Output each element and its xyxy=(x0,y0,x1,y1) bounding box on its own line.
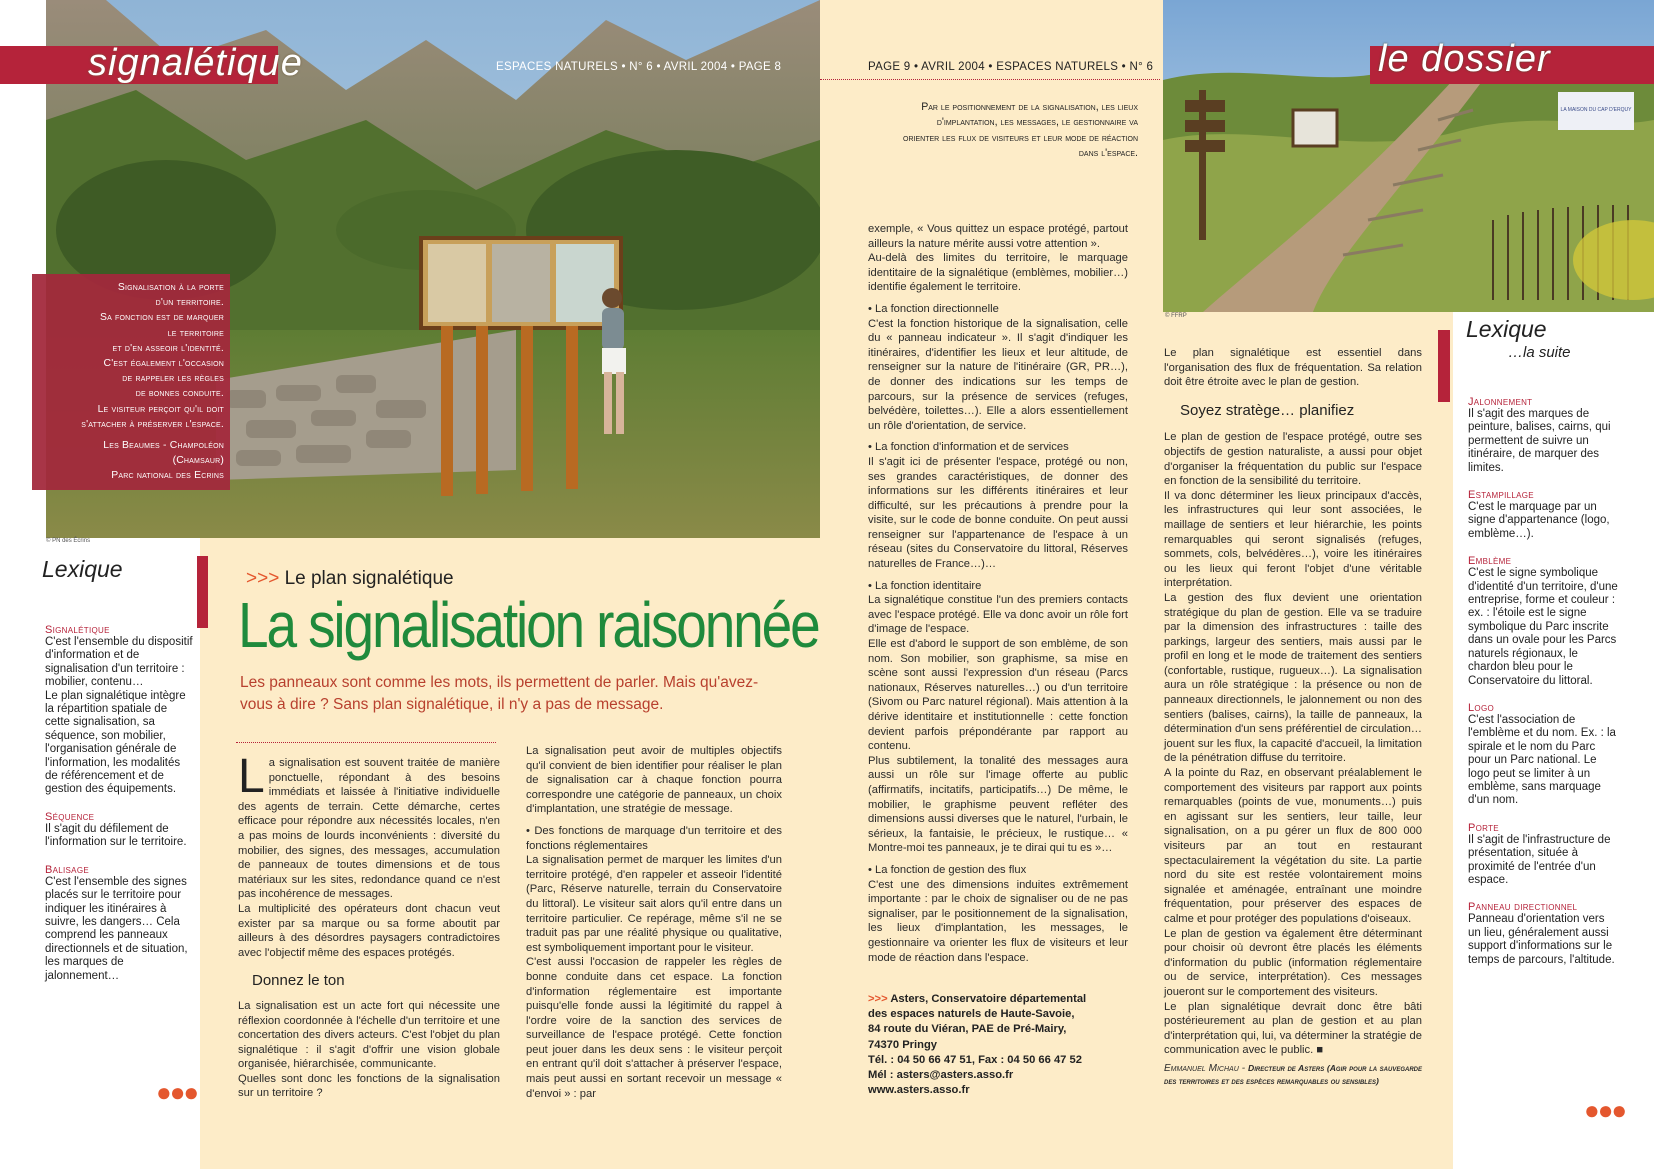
col3-paragraph: Elle est d'abord le support de son emblème, de son nom. Son mobilier, son graphisme, sa mise en scène sont aussi l'expression d'un réseau (Parcs nationaux, Réserves naturelles…) ou d'un territoire (Sivom ou Parc naturel régional). Mais attention à la dérive identitaire et institutionnelle : cette fonction devient parfois prépondérante par rapport au contenu. xyxy=(868,638,1128,753)
caption-line: s'attacher à préserver l'espace. xyxy=(81,418,224,430)
header-left-folio: ESPACES NATURELS • N° 6 • AVRIL 2004 • PAGE 8 xyxy=(496,61,782,73)
lexique-right-title: Lexique xyxy=(1466,316,1547,342)
col4-subheading: Soyez stratège… planifiez xyxy=(1180,401,1355,419)
lexique-def: C'est l'ensemble du dispositif d'information et de signalisation d'un territoire : mobilier, contenu… Le plan signalétique intègre la répartition spatiale de cette signalisation, sa séquence, son mobilier, l'organisation générale de l'information, les modalités de référencement et de gestion des équipements. xyxy=(45,636,193,796)
article-title: La signalisation raisonnée xyxy=(238,589,819,661)
lexique-term: Séquence xyxy=(45,810,95,823)
col4-paragraph: Le plan signalétique est essentiel dans l'organisation des flux de fréquentation. Sa relation doit être étroite avec le plan de gestion. xyxy=(1164,347,1422,389)
col4-paragraph: Le plan de gestion va également être déterminant pour choisir où devront être placés les éléments d'information du public (information réglementaire ou de service, interprétation). Ces messages joueront sur le comportement des visiteurs. xyxy=(1164,927,1422,998)
col3-paragraph: C'est la fonction historique de la signalisation, celle du « panneau indicateur ». Il s'agit d'indiquer les itinéraires, d'identifier les lieux et leur altitude, de renseigner sur la nature de l'itinéraire (GR, PR…), de donner des indications sur les temps de parcours, sur la présence de services (refuges, belvédère, toilettes…). Elle a alors essentiellement un rôle d'orientation, de service. xyxy=(868,317,1128,432)
caption-line: et d'en asseoir l'identité. xyxy=(112,342,224,354)
left-photo-caption xyxy=(36,280,224,484)
col4-paragraph: Le plan signalétique devrait donc être bâti postérieurement au plan de gestion et au plan d'interprétation qui, lui, va déterminer la stratégie de communication avec le public. xyxy=(1164,1000,1422,1057)
col1-paragraph: Quelles sont donc les fonctions de la signalisation sur un territoire ? xyxy=(238,1072,500,1100)
col4-paragraph: Il va donc déterminer les lieux principaux d'accès, les infrastructures qui leur sont associées, le maillage de sentiers et leur hiérarchie, les points remarquables qui seront signalisés (refuges, sommets, cols, belvédères…), voire les itinéraires ou les lieux qui feront l'objet d'une véritable interprétation. xyxy=(1164,489,1422,590)
lexique-def: C'est le marquage par un signe d'appartenance (logo, emblème…). xyxy=(1468,501,1610,540)
author-credit xyxy=(1164,1062,1422,1088)
lexique-def: C'est le signe symbolique d'identité d'un territoire, d'une entreprise, forme et couleur : ex. : l'étoile est le signe symbolique du Parc inscrite dans un ovale pour les Parcs naturels régionaux, le chardon bleu pour le Conservatoire du littoral. xyxy=(1468,567,1618,687)
contact-line: des espaces naturels de Haute-Savoie, xyxy=(868,1008,1075,1021)
contact-line: www.asters.asso.fr xyxy=(868,1084,970,1097)
col3-heading: • La fonction de gestion des flux xyxy=(868,863,1027,876)
caption-line: Sa fonction est de marquer xyxy=(99,312,224,324)
lexique-left-title: Lexique xyxy=(42,556,123,582)
page9-intro: Par le positionnement de la signalisation, les lieux d'implantation, les messages, le gestionnaire va orienter les flux de visiteurs et leur mode de réaction dans l'espace. xyxy=(903,101,1138,160)
caption-line: (Chamsaur) xyxy=(172,455,224,467)
lexique-def: C'est l'ensemble des signes placés sur le territoire pour indiquer les itinéraires à suivre, les dangers… Cela comprend les panneaux directionnels et de situation, les marques de jalonnement… xyxy=(45,875,188,982)
caption-line: Le visiteur perçoit qu'il doit xyxy=(97,403,224,415)
right-photo-credit: © FFRP xyxy=(1165,313,1187,319)
col4-paragraph: La gestion des flux devient une orientation stratégique du plan de gestion. Elle va se traduire par la dimension des infrastructures : taille des parkings, largeur des sentiers, mais aussi par le profil en long et le mode de traitement des sentiers (confortable, rustique, rugueux…). La signalisation aura un rôle stratégique : la présence ou non de panneaux directionnels, le jalonnement ou non des sentiers (balises, cairns), la taille de panneaux, la détermination d'un sens préférentiel de circulation… jouent sur les flux, la capacité d'accueil, la limitation de la pénétration diffuse du territoire. xyxy=(1164,591,1422,765)
kicker-arrows: >>> xyxy=(246,568,280,589)
contact-block xyxy=(868,992,1138,1098)
header-right-folio: PAGE 9 • AVRIL 2004 • ESPACES NATURELS • N° 6 xyxy=(868,61,1154,73)
continue-dots-left: ●●● xyxy=(156,1077,198,1107)
lexique-right-entries xyxy=(1468,396,1618,981)
col4-paragraph: A la pointe du Raz, en observant préalablement le comportement des visiteurs par rapport aux points remarquables (points de vue, monuments…) puis en agissant sur les sentiers, leur taille, leur signalisation, on a pu gérer un flux de 800 000 visiteurs par an tout en restaurant spectaculairement la végétation du site. La partie nord du site est restée volontairement moins signalée et aménagée, entraînant une moindre fréquentation, pour préserver des espaces de calme et pour protéger des populations d'oiseaux. xyxy=(1164,767,1422,925)
lexique-left-entries xyxy=(45,624,193,997)
continue-dots-right: ●●● xyxy=(1584,1095,1626,1125)
contact-line: Asters, Conservatoire départemental xyxy=(890,993,1087,1005)
lexique-term: Signalétique xyxy=(45,624,110,636)
contact-line: Tél. : 04 50 66 47 51, Fax : 04 50 66 47 52 xyxy=(868,1053,1082,1066)
col1-subheading: Donnez le ton xyxy=(252,972,345,990)
right-photo-sign-text: LA MAISON DU CAP D'ERQUY xyxy=(1560,107,1632,113)
lexique-def: Panneau d'orientation vers un lieu, généralement aussi support d'informations sur le temps de parcours, l'altitude. xyxy=(1468,913,1615,966)
col3-paragraph: Il s'agit ici de présenter l'espace, protégé ou non, ses grandes caractéristiques, de donner des informations sur les différents itinéraires et leur difficulté, sur les précautions à prendre pour la visite, sur le code de bonne conduite. On peut aussi renseigner sur l'appartenance de l'espace à un réseau (sites du Conservatoire du littoral, Réserves naturelles de France…)… xyxy=(868,455,1128,571)
col2-paragraph: La signalisation permet de marquer les limites d'un territoire protégé, d'en rappeler et asseoir l'identité (Parc, Réserve naturelle, terrain du Conservatoire du littoral). Le visiteur sait alors qu'il entre dans un territoire particulier. Ce repérage, même s'il ne se traduit pas par une réalité physique ou qualitative, est symboliquement important pour le visiteur. xyxy=(526,854,782,954)
caption-line: Les Beaumes - Champoléon xyxy=(103,440,224,452)
contact-arrows: >>> xyxy=(868,993,888,1005)
lexique-term: Logo xyxy=(1468,701,1494,714)
caption-line: Signalisation à la porte xyxy=(117,282,224,293)
col3-heading: • La fonction d'information et de services xyxy=(868,441,1069,454)
col4-paragraph: Le plan de gestion de l'espace protégé, outre ses objectifs de gestion naturaliste, a aussi pour objet d'organiser la fréquentation du public sur l'espace en fonction de la sensibilité du territoire. xyxy=(1164,431,1422,488)
col3-paragraph: Plus subtilement, la tonalité des messages aura aussi un rôle sur l'image offerte au public (affirmatifs, incitatifs, participatifs…) De même, le mobilier, le graphisme peuvent refléter des dimensions aussi diverses que le naturel, l'urbain, le sérieux, la fantaisie, le précieux, le rustique… « Montre-moi tes panneaux, je te dirai qui tu es »… xyxy=(868,754,1128,855)
article-col2 xyxy=(526,744,782,1101)
end-mark: ■ xyxy=(1316,1044,1324,1057)
page9-col3 xyxy=(868,222,1128,965)
left-photo-credit: © PN des Écrins xyxy=(46,538,91,544)
lead-rule xyxy=(236,742,496,743)
caption-line: de bonnes conduite. xyxy=(135,388,224,400)
header-rule xyxy=(820,79,1160,80)
lexique-term: Emblème xyxy=(1468,555,1512,568)
col1-paragraph: La signalisation est un acte fort qui nécessite une réflexion coordonnée à l'échelle d'un territoire et une concertation des divers acteurs. C'est l'objet du plan signalétique : il s'agit d'offrir une vision globale organisée, hiérarchisée, communicante. xyxy=(238,999,500,1071)
col3-heading: • La fonction directionnelle xyxy=(868,302,999,315)
article-col1 xyxy=(238,750,500,1101)
contact-line: 74370 Pringy xyxy=(868,1038,938,1051)
caption-line: le territoire xyxy=(167,327,224,339)
caption-line: Parc national des Ecrins xyxy=(111,470,224,482)
col3-paragraph: La signalétique constitue l'un des premiers contacts avec l'espace protégé. Elle va donc avoir un rôle fort d'image de l'espace. xyxy=(868,594,1128,636)
lexique-left-bar xyxy=(197,556,208,628)
lexique-def: Il s'agit du défilement de l'information sur le territoire. xyxy=(45,822,187,849)
caption-line: d'un territoire. xyxy=(155,297,224,309)
article-kicker xyxy=(246,568,454,590)
col2-heading: • Des fonctions de marquage d'un territoire et des fonctions réglementaires xyxy=(526,824,782,852)
lexique-term: Panneau directionnel xyxy=(1468,901,1578,914)
page9-col4 xyxy=(1164,346,1422,1088)
author-name: Emmanuel Michau - xyxy=(1164,1062,1249,1074)
col1-paragraph: La multiplicité des opérateurs dont chacun veut exister par sa marque ou sa forme aboutit par ailleurs à des désordres paysagers contradictoires avec l'objectif même des espaces protégés. xyxy=(238,902,500,959)
lexique-term: Balisage xyxy=(45,863,89,876)
col3-paragraph: exemple, « Vous quittez un espace protégé, partout ailleurs la nature mérite aussi votre attention ». xyxy=(868,223,1128,250)
col1-paragraph: a signalisation est souvent traitée de manière ponctuelle, répondant à des besoins immédiats et laissée à l'initiative individuelle des agents de terrain. Cette démarche, certes efficace pour répondre aux nécessités locales, n'en a pas moins de lourds inconvénients : diversité du mobilier, des signes, des messages, accumulation de panneaux de toutes dimensions et de tous matériaux sur les sites, redondance quand ce n'est pas incohérence de messages. xyxy=(238,757,500,901)
caption-line: de rappeler les règles xyxy=(122,373,224,385)
col3-paragraph: C'est une des dimensions induites extrêmement importante : par le choix de signaliser ou de ne pas signaliser, par le positionnement de la signalisation, les lieux d'implantation, les messages, le gestionnaire va orienter les flux de visiteurs et leur mode de réaction dans l'espace. xyxy=(868,878,1128,964)
lexique-right-bar xyxy=(1438,330,1450,402)
col3-heading: • La fonction identitaire xyxy=(868,579,982,592)
col2-paragraph: La signalisation peut avoir de multiples objectifs qu'il convient de bien identifier pour réaliser le plan de signalisation car à chaque fonction pourra correspondre une catégorie de panneaux, un choix d'implantation, une stratégie de message. xyxy=(526,745,782,816)
lexique-term: Porte xyxy=(1468,821,1499,834)
kicker-text: Le plan signalétique xyxy=(284,568,454,589)
lexique-def: C'est l'association de l'emblème et du nom. Ex. : la spirale et le nom du Parc pour un Parc national. Le logo peut se limiter à un emblème, sans marquage d'un nom. xyxy=(1468,713,1616,807)
lexique-right-subtitle: …la suite xyxy=(1508,344,1571,361)
header-left-section: signalétique xyxy=(88,42,303,84)
lexique-term: Jalonnement xyxy=(1468,396,1533,408)
lexique-term: Estampillage xyxy=(1468,489,1534,502)
col3-paragraph: Au-delà des limites du territoire, le marquage identitaire de la signalétique (emblèmes, mobilier…) identifie également le territoire. xyxy=(868,252,1128,294)
header-right-section: le dossier xyxy=(1378,38,1551,80)
lexique-def: Il s'agit des marques de peinture, balises, cairns, qui permettent de suivre un itinéraire, de marquer des limites. xyxy=(1468,408,1611,474)
col2-paragraph: C'est aussi l'occasion de rappeler les règles de bonne conduite dans cet espace. La fonction d'information réglementaire est importante puisqu'elle fonde aussi la légitimité du rappel à l'ordre voire de la sanction des services de surveillance de l'espace protégé. Cette fonction peut jouer dans les deux sens : le visiteur perçoit en entrant qu'il doit s'attacher à préserver l'espace, mais peut aussi en sortant recevoir un message « d'envoi » : par xyxy=(526,956,782,1100)
lexique-def: Il s'agit de l'infrastructure de présentation, située à proximité de l'entrée d'un espace. xyxy=(1468,833,1611,886)
caption-line: C'est également l'occasion xyxy=(103,358,224,370)
contact-line: Mél : asters@asters.asso.fr xyxy=(868,1069,1014,1082)
author-title: Directeur de Asters (Agir pour la sauvegarde des territoires et des espèces remarquables ou sensibles) xyxy=(1164,1062,1422,1086)
article-lead: Les panneaux sont comme les mots, ils permettent de parler. Mais qu'avez-vous à dire ? Sans plan signalétique, il n'y a pas de message. xyxy=(240,674,759,713)
dropcap: L xyxy=(238,750,265,803)
contact-line: 84 route du Viéran, PAE de Pré-Mairy, xyxy=(868,1023,1067,1036)
